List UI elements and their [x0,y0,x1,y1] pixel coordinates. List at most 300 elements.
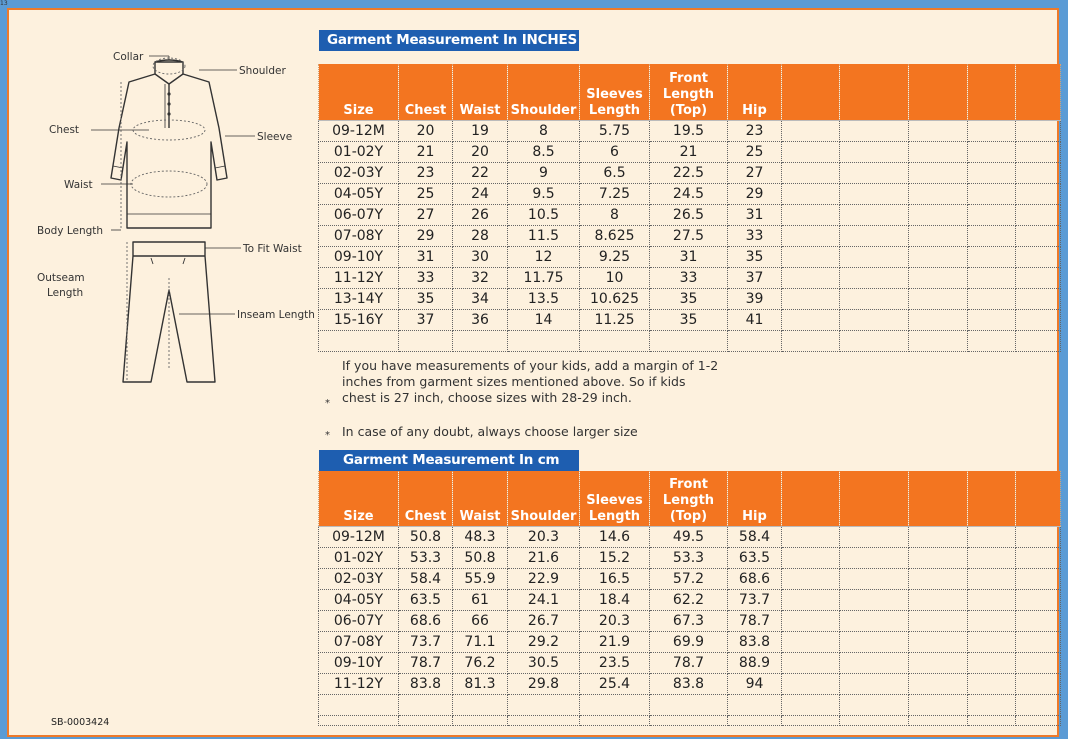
inches-cell: 13.5 [508,288,580,309]
label-shoulder: Shoulder [239,65,286,77]
cm-row [319,673,1061,694]
inches-empty-cell [968,162,1016,183]
inches-empty-cell [840,162,909,183]
inches-row [319,120,1061,141]
cm-cell: 30.5 [508,652,580,673]
inches-cell: 20 [399,120,453,141]
inches-empty-cell [782,162,840,183]
inches-table [318,64,1061,352]
cm-cell: 58.4 [399,568,453,589]
cm-empty-cell [782,526,840,547]
inches-cell: 9.5 [508,183,580,204]
cm-empty-cell [782,715,840,725]
inches-empty-cell [840,288,909,309]
cm-cell: 29.8 [508,673,580,694]
inches-cell: 25 [728,141,782,162]
inches-empty-cell [909,225,968,246]
inches-header-cell: Chest [399,64,453,120]
inches-empty-cell [840,120,909,141]
inches-empty-cell [968,120,1016,141]
cm-cell: 94 [728,673,782,694]
cm-empty-cell [1016,715,1061,725]
cm-empty-cell [782,694,840,715]
label-outseam: Outseam [37,272,85,284]
cm-empty-cell [968,526,1016,547]
cm-header-empty [782,471,840,526]
cm-empty-cell [1016,673,1061,694]
cm-empty-cell [1016,694,1061,715]
inches-header-cell: Sleeves Length [580,64,650,120]
inches-empty-cell [508,330,580,351]
inches-cell: 28 [453,225,508,246]
cm-cell: 21.6 [508,547,580,568]
cm-empty-cell [909,694,968,715]
cm-cell: 78.7 [728,610,782,631]
inches-cell: 31 [728,204,782,225]
cm-cell: 49.5 [650,526,728,547]
inches-empty-cell [782,141,840,162]
inches-cell: 26 [453,204,508,225]
cm-cell: 88.9 [728,652,782,673]
inches-cell: 33 [650,267,728,288]
cm-cell: 58.4 [728,526,782,547]
inches-empty-cell [968,141,1016,162]
cm-empty-cell [840,610,909,631]
cm-empty-cell [580,715,650,725]
cm-empty-cell [968,610,1016,631]
cm-cell: 09-10Y [319,652,399,673]
inches-cell: 02-03Y [319,162,399,183]
cm-empty-cell [909,610,968,631]
inches-header-cell: Waist [453,64,508,120]
cm-empty-cell [782,652,840,673]
cm-cell: 78.7 [650,652,728,673]
cm-empty-cell [728,715,782,725]
inches-cell: 01-02Y [319,141,399,162]
inches-empty-cell [782,204,840,225]
inches-cell: 39 [728,288,782,309]
cm-cell: 57.2 [650,568,728,589]
inches-empty-cell [840,225,909,246]
inches-empty-cell [1016,162,1061,183]
inches-empty-cell [909,183,968,204]
note-margin-line2: inches from garment sizes mentioned above. So if kids [342,374,686,389]
inches-cell: 27 [728,162,782,183]
label-to-fit-waist: To Fit Waist [243,243,302,255]
corner-mark: 13 [0,0,8,7]
inches-row [319,246,1061,267]
garment-diagram [29,38,329,398]
inches-cell: 6.5 [580,162,650,183]
cm-header-cell: Hip [728,471,782,526]
inches-row [319,162,1061,183]
cm-empty-cell [968,715,1016,725]
cm-cell: 26.7 [508,610,580,631]
inches-empty-cell [909,267,968,288]
cm-empty-cell [909,547,968,568]
cm-empty-cell [909,526,968,547]
cm-row [319,652,1061,673]
inches-row [319,204,1061,225]
cm-empty-cell [1016,610,1061,631]
cm-header-empty [840,471,909,526]
inches-empty-cell [453,330,508,351]
cm-cell: 48.3 [453,526,508,547]
inches-empty-cell [782,120,840,141]
inches-cell: 33 [728,225,782,246]
inches-empty-cell [1016,246,1061,267]
cm-cell: 68.6 [399,610,453,631]
label-inseam: Inseam Length [237,309,315,321]
cm-cell: 50.8 [453,547,508,568]
cm-header-cell: Chest [399,471,453,526]
inches-cell: 9.25 [580,246,650,267]
inches-empty-cell [1016,225,1061,246]
cm-cell: 55.9 [453,568,508,589]
inches-cell: 07-08Y [319,225,399,246]
inches-empty-cell [909,288,968,309]
inches-empty-cell [1016,141,1061,162]
inches-cell: 35 [728,246,782,267]
inches-cell: 27 [399,204,453,225]
cm-cell: 68.6 [728,568,782,589]
cm-blank-row [319,694,1061,715]
inches-empty-cell [840,204,909,225]
inches-cell: 24 [453,183,508,204]
inches-cell: 36 [453,309,508,330]
inches-empty-cell [968,183,1016,204]
inches-cell: 10 [580,267,650,288]
cm-header-cell: Waist [453,471,508,526]
inches-header-empty [1016,64,1061,120]
cm-cell: 63.5 [728,547,782,568]
cm-cell: 25.4 [580,673,650,694]
inches-header-cell: Hip [728,64,782,120]
inches-empty-cell [909,162,968,183]
inches-empty-cell [840,330,909,351]
cm-cell: 50.8 [399,526,453,547]
cm-cell: 73.7 [399,631,453,652]
cm-header-cell: Size [319,471,399,526]
inches-cell: 25 [399,183,453,204]
inches-header-empty [909,64,968,120]
note-star: * [325,398,330,409]
inches-empty-cell [909,309,968,330]
cm-cell: 53.3 [399,547,453,568]
inches-empty-cell [968,288,1016,309]
inches-title: Garment Measurement In INCHES [319,30,579,51]
inches-cell: 32 [453,267,508,288]
cm-cell: 07-08Y [319,631,399,652]
cm-cell: 63.5 [399,589,453,610]
inches-cell: 22.5 [650,162,728,183]
inches-header-cell: Size [319,64,399,120]
inches-cell: 21 [650,141,728,162]
cm-empty-cell [399,715,453,725]
inches-empty-cell [909,141,968,162]
inches-empty-cell [1016,204,1061,225]
inches-cell: 04-05Y [319,183,399,204]
cm-cell: 81.3 [453,673,508,694]
cm-cell: 04-05Y [319,589,399,610]
inches-cell: 20 [453,141,508,162]
note-margin-line1: If you have measurements of your kids, add a margin of 1-2 [342,358,719,373]
cm-cell: 61 [453,589,508,610]
inches-empty-cell [1016,183,1061,204]
inches-cell: 34 [453,288,508,309]
cm-empty-cell [508,715,580,725]
cm-empty-cell [650,715,728,725]
inches-cell: 33 [399,267,453,288]
cm-cell: 20.3 [508,526,580,547]
inches-empty-cell [782,309,840,330]
inches-cell: 12 [508,246,580,267]
cm-empty-cell [840,589,909,610]
inches-cell: 19.5 [650,120,728,141]
cm-cell: 01-02Y [319,547,399,568]
cm-cell: 23.5 [580,652,650,673]
cm-empty-cell [782,631,840,652]
cm-blank-row [319,715,1061,725]
cm-header-row [319,471,1061,526]
cm-empty-cell [782,547,840,568]
inches-cell: 37 [728,267,782,288]
cm-cell: 02-03Y [319,568,399,589]
cm-cell: 66 [453,610,508,631]
cm-empty-cell [1016,652,1061,673]
inches-cell: 41 [728,309,782,330]
cm-cell: 14.6 [580,526,650,547]
cm-row [319,589,1061,610]
cm-empty-cell [968,568,1016,589]
cm-empty-cell [319,694,399,715]
cm-cell: 21.9 [580,631,650,652]
cm-cell: 83.8 [728,631,782,652]
cm-empty-cell [782,568,840,589]
cm-cell: 62.2 [650,589,728,610]
note-margin-line3: chest is 27 inch, choose sizes with 28-29 inch. [342,390,632,405]
inches-cell: 21 [399,141,453,162]
inches-header-empty [840,64,909,120]
cm-empty-cell [1016,568,1061,589]
cm-header-cell: Sleeves Length [580,471,650,526]
inches-blank-row [319,330,1061,351]
inches-empty-cell [909,204,968,225]
cm-empty-cell [399,694,453,715]
inches-empty-cell [728,330,782,351]
cm-empty-cell [840,715,909,725]
inches-empty-cell [968,309,1016,330]
inches-empty-cell [968,267,1016,288]
inches-cell: 23 [399,162,453,183]
inches-empty-cell [968,204,1016,225]
inches-empty-cell [968,246,1016,267]
cm-empty-cell [840,631,909,652]
inches-header-cell: Front Length (Top) [650,64,728,120]
cm-header-cell: Front Length (Top) [650,471,728,526]
inches-empty-cell [782,288,840,309]
inches-empty-cell [1016,288,1061,309]
cm-empty-cell [840,526,909,547]
inches-cell: 09-10Y [319,246,399,267]
inches-cell: 29 [399,225,453,246]
inches-empty-cell [909,330,968,351]
cm-empty-cell [580,694,650,715]
cm-cell: 67.3 [650,610,728,631]
inches-empty-cell [782,267,840,288]
inches-cell: 29 [728,183,782,204]
cm-title: Garment Measurement In cm [319,450,579,471]
cm-cell: 29.2 [508,631,580,652]
cm-cell: 11-12Y [319,673,399,694]
cm-header-cell: Shoulder [508,471,580,526]
cm-empty-cell [909,589,968,610]
cm-row [319,568,1061,589]
label-waist: Waist [64,179,93,191]
inches-empty-cell [650,330,728,351]
cm-empty-cell [968,694,1016,715]
inches-cell: 11.75 [508,267,580,288]
inches-empty-cell [909,120,968,141]
cm-empty-cell [453,694,508,715]
inches-cell: 31 [399,246,453,267]
cm-empty-cell [840,652,909,673]
kurta-illustration [111,60,227,228]
inches-empty-cell [840,183,909,204]
cm-row [319,610,1061,631]
note-star: * [325,430,330,441]
label-chest: Chest [49,124,80,136]
cm-cell: 53.3 [650,547,728,568]
inches-cell: 6 [580,141,650,162]
cm-cell: 76.2 [453,652,508,673]
inches-row [319,288,1061,309]
inches-cell: 13-14Y [319,288,399,309]
inches-empty-cell [319,330,399,351]
inches-cell: 11.25 [580,309,650,330]
cm-empty-cell [782,589,840,610]
cm-cell: 83.8 [650,673,728,694]
cm-header-empty [909,471,968,526]
label-sleeve: Sleeve [257,131,293,143]
cm-row [319,547,1061,568]
cm-empty-cell [1016,631,1061,652]
cm-cell: 06-07Y [319,610,399,631]
inches-row [319,309,1061,330]
inches-empty-cell [399,330,453,351]
inches-header-row [319,64,1061,120]
cm-empty-cell [840,568,909,589]
inches-cell: 35 [650,288,728,309]
cm-cell: 83.8 [399,673,453,694]
inches-row [319,183,1061,204]
cm-empty-cell [909,652,968,673]
cm-empty-cell [508,694,580,715]
cm-empty-cell [968,631,1016,652]
cm-empty-cell [909,673,968,694]
cm-empty-cell [968,673,1016,694]
inches-empty-cell [782,225,840,246]
cm-cell: 20.3 [580,610,650,631]
inches-empty-cell [840,309,909,330]
cm-row [319,526,1061,547]
inches-cell: 09-12M [319,120,399,141]
cm-empty-cell [909,715,968,725]
inches-empty-cell [782,246,840,267]
cm-empty-cell [968,547,1016,568]
inches-cell: 24.5 [650,183,728,204]
label-body-length: Body Length [37,225,104,237]
cm-empty-cell [453,715,508,725]
inches-row [319,141,1061,162]
inches-empty-cell [782,183,840,204]
cm-cell: 78.7 [399,652,453,673]
cm-table [318,471,1061,726]
inches-empty-cell [968,330,1016,351]
inches-header-cell: Shoulder [508,64,580,120]
inches-cell: 14 [508,309,580,330]
inches-empty-cell [840,246,909,267]
cm-empty-cell [728,694,782,715]
cm-cell: 18.4 [580,589,650,610]
cm-cell: 15.2 [580,547,650,568]
cm-empty-cell [650,694,728,715]
note-doubt-line: In case of any doubt, always choose larger size [342,424,638,439]
cm-empty-cell [782,673,840,694]
cm-cell: 22.9 [508,568,580,589]
inches-cell: 30 [453,246,508,267]
cm-header-empty [1016,471,1061,526]
cm-row [319,631,1061,652]
inches-cell: 7.25 [580,183,650,204]
inches-empty-cell [1016,267,1061,288]
inches-header-empty [782,64,840,120]
inches-header-empty [968,64,1016,120]
cm-empty-cell [782,610,840,631]
cm-empty-cell [319,715,399,725]
inches-cell: 22 [453,162,508,183]
inches-row [319,267,1061,288]
inches-cell: 8.625 [580,225,650,246]
cm-cell: 69.9 [650,631,728,652]
cm-empty-cell [840,694,909,715]
inches-cell: 10.625 [580,288,650,309]
inches-empty-cell [909,246,968,267]
cm-empty-cell [968,589,1016,610]
inches-cell: 8 [508,120,580,141]
cm-cell: 24.1 [508,589,580,610]
inches-cell: 11-12Y [319,267,399,288]
inches-empty-cell [1016,309,1061,330]
size-chart-page [7,8,1059,737]
cm-cell: 73.7 [728,589,782,610]
inches-cell: 8 [580,204,650,225]
cm-empty-cell [968,652,1016,673]
cm-cell: 71.1 [453,631,508,652]
inches-cell: 23 [728,120,782,141]
cm-empty-cell [840,547,909,568]
inches-empty-cell [782,330,840,351]
inches-cell: 26.5 [650,204,728,225]
inches-cell: 5.75 [580,120,650,141]
sku-code: SB-0003424 [51,717,110,728]
inches-cell: 31 [650,246,728,267]
inches-cell: 27.5 [650,225,728,246]
cm-header-empty [968,471,1016,526]
inches-cell: 37 [399,309,453,330]
cm-cell: 16.5 [580,568,650,589]
inches-cell: 8.5 [508,141,580,162]
